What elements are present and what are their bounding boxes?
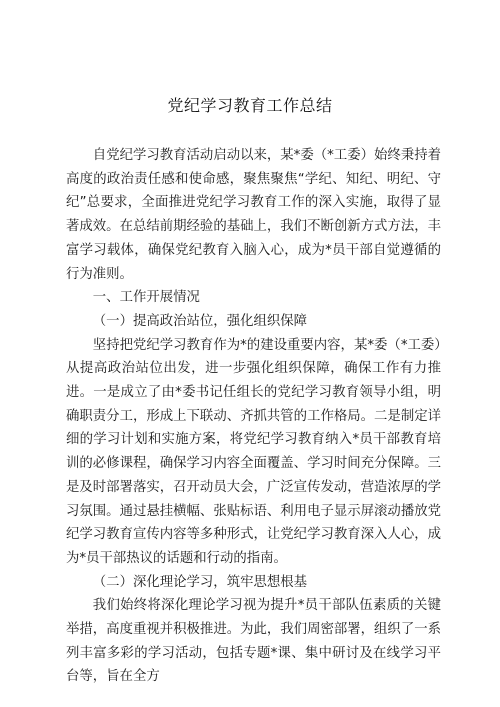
political-stance-paragraph: 坚持把党纪学习教育作为*的建设重要内容，某*委（*工委）从提高政治站位出发，进一步强化组织保障，确保工作有力推进。一是成立了由*委书记任组长的党纪学习教育领导小组，明确职责分工，形成上下联动、齐抓共管的工作格局。二是制定详细的学习计划和实施方案，将党纪学习教育纳入*员干部教育培训的必修课程，确保学习内容全面覆盖、学习时间充分保障。三是及时部署落实，召开动员大会，广泛宣传发动，营造浓厚的学习氛围。通过悬挂横幅、张贴标语、利用电子显示屏滚动播放党纪学习教育宣传内容等多种形式，让党纪学习教育深入人心，成为*员干部热议的话题和行动的指南。 [66,337,441,566]
subsection-heading-theory-study: （二）深化理论学习，筑牢思想根基 [92,574,308,590]
intro-paragraph: 自党纪学习教育活动启动以来，某*委（*工委）始终秉持着高度的政治责任感和使命感，聚焦聚焦“学纪、知纪、明纪、守纪”总要求，全面推进党纪学习教育工作的深入实施，取得了显著成效。在总结前期经验的基础上，我们不断创新方式方法，丰富学习载体，确保党纪教育入脑入心，成为*员干部自觉遵循的行为准则。 [66,148,441,282]
document-body [66,144,441,689]
document-title: 党纪学习教育工作总结 [167,96,333,115]
section-heading-work-status: 一、工作开展情况 [92,290,200,306]
subsection-heading-political-stance: （一）提高政治站位，强化组织保障 [92,313,308,329]
theory-study-paragraph: 我们始终将深化理论学习视为提升*员干部队伍素质的关键举措，高度重视并积极推进。为此，我们周密部署，组织了一系列丰富多彩的学习活动，包括专题*课、集中研讨及在线学习平台等，旨在全方 [66,598,441,685]
